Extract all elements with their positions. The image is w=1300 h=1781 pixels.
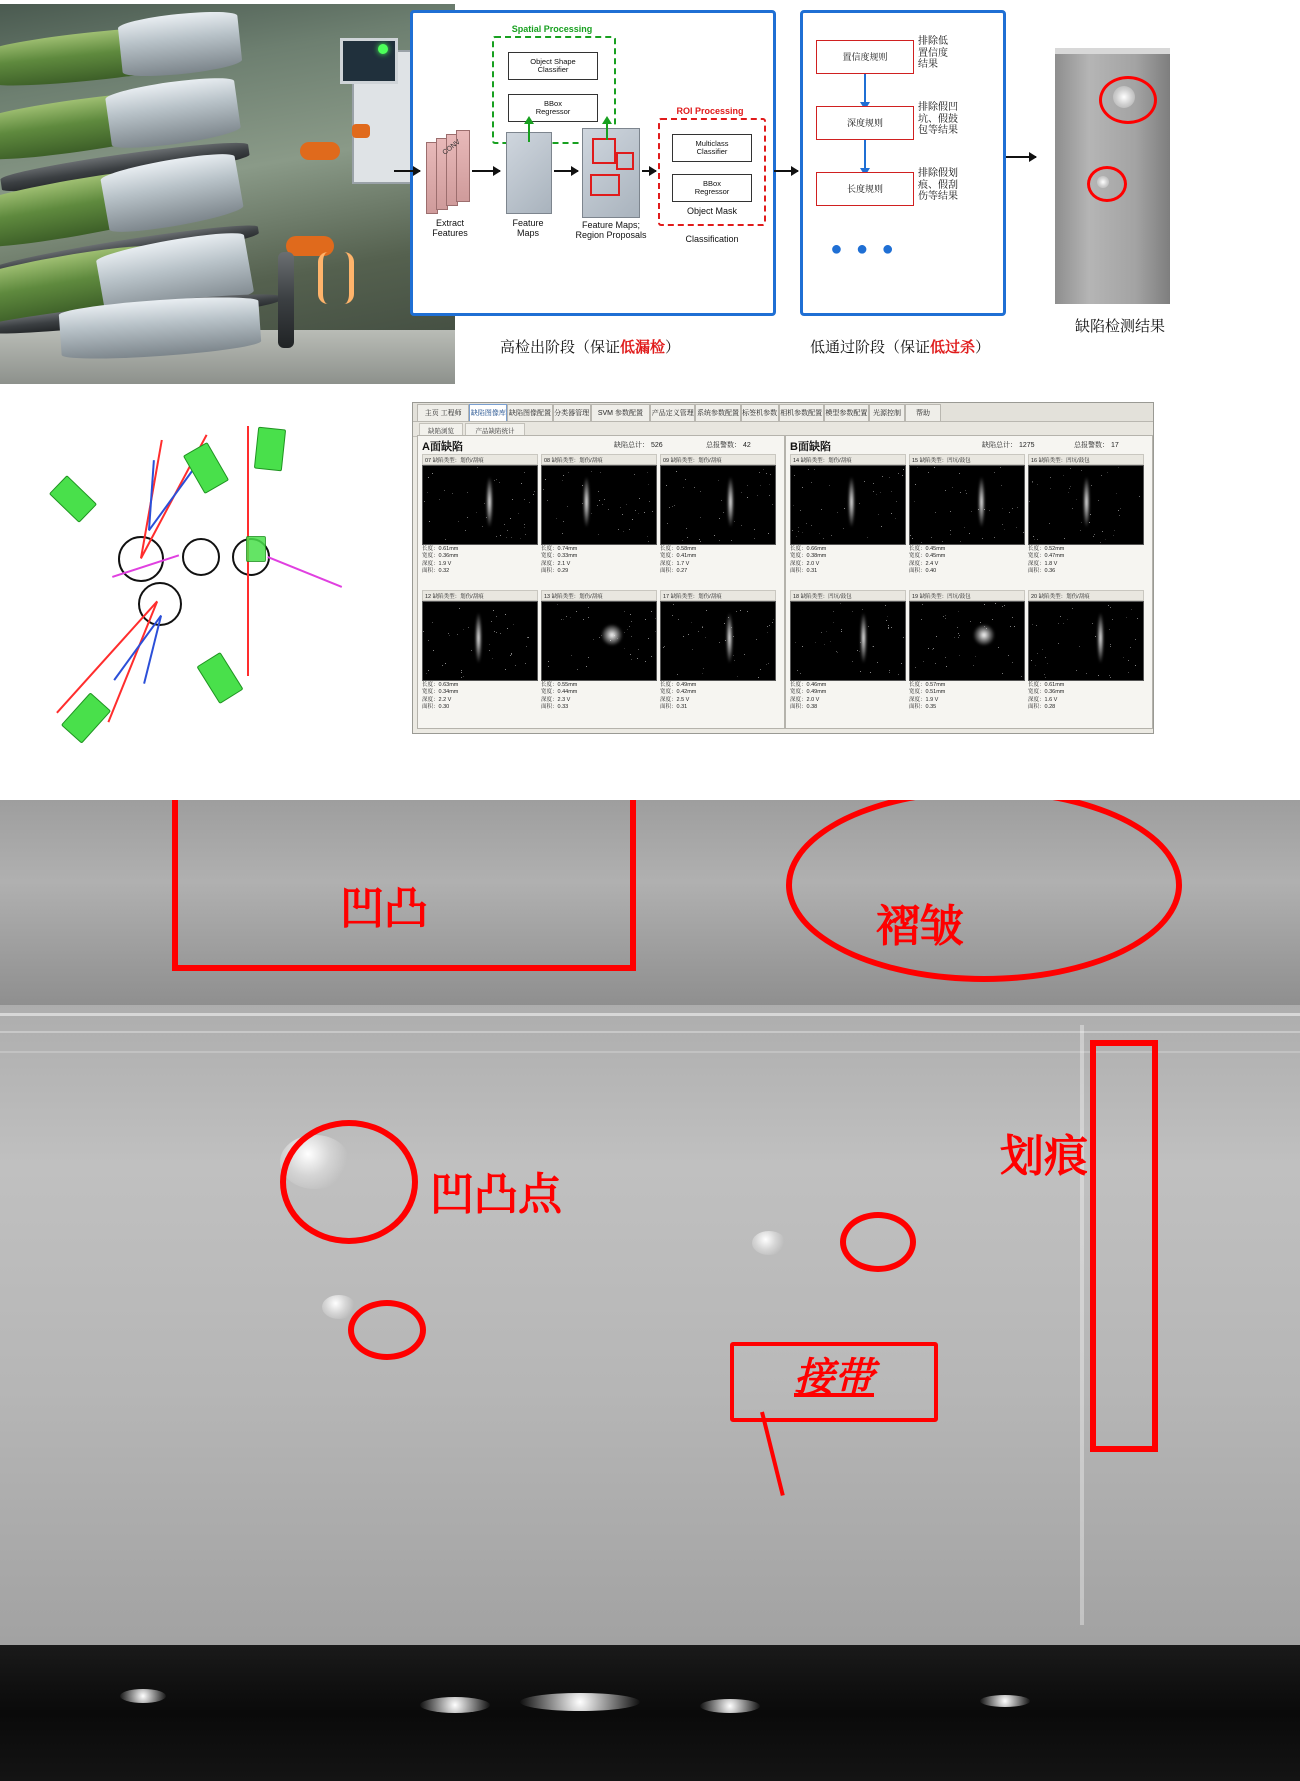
software-subtab-1[interactable]: 产品缺陷统计	[465, 423, 525, 437]
small-bump-marker-ellipse	[348, 1300, 426, 1360]
defect-thumbnail-image[interactable]	[1028, 465, 1144, 545]
defect-thumbnail-header: 17 缺陷类型：划伤/刮痕	[660, 590, 776, 601]
defect-marker-ellipse	[1087, 166, 1127, 202]
tape-highlight	[120, 1689, 166, 1703]
orange-handle	[300, 142, 340, 160]
flow-arrow	[642, 170, 656, 172]
slitting-machine-photo	[0, 4, 455, 384]
defect-thumbnail-image[interactable]	[422, 601, 538, 681]
splice-tape-strip	[0, 1645, 1300, 1781]
panel-side-b	[785, 435, 1153, 729]
stage-right-caption: 低通过阶段（保证低过杀）	[809, 339, 991, 356]
defect-thumbnail-info: 长度：0.61mm 宽度：0.36mm 深度：1.9 V 面积：0.32	[422, 546, 459, 575]
defect-thumbnail-image[interactable]	[660, 465, 776, 545]
tape-highlight	[420, 1697, 490, 1713]
software-tab-8[interactable]: 相机参数配置	[779, 404, 824, 421]
defect-thumbnail-header: 07 缺陷类型：划伤/刮痕	[422, 454, 538, 465]
software-tab-11[interactable]: 帮助	[905, 404, 941, 421]
defect-thumbnail-image[interactable]	[909, 601, 1025, 681]
defect-thumbnail-image[interactable]	[909, 465, 1025, 545]
stage-left-caption: 高检出阶段（保证低漏检）	[499, 339, 681, 356]
tape-highlight	[700, 1699, 760, 1713]
unevenness-label: 凹凸	[340, 884, 428, 933]
hmi-screen	[340, 38, 398, 84]
coiled-cable	[318, 252, 354, 304]
flow-arrow	[472, 170, 500, 172]
software-tab-9[interactable]: 模型参数配置	[824, 404, 869, 421]
metal-roll	[104, 73, 241, 152]
defect-thumbnail-cell[interactable]	[660, 454, 776, 586]
feature-map-block	[506, 132, 552, 214]
defect-thumbnail-info: 长度：0.63mm 宽度：0.34mm 深度：2.2 V 面积：0.30	[422, 682, 459, 711]
scratch-label: 划痕	[1000, 1132, 1088, 1181]
software-subtab-0[interactable]: 缺陷浏览	[419, 423, 463, 437]
camera-sensor	[246, 536, 266, 562]
defect-thumbnail-image[interactable]	[790, 601, 906, 681]
depth-rule-box: 深度规则	[816, 106, 914, 140]
stage-transition-arrow	[774, 170, 798, 172]
flow-arrow	[554, 170, 578, 172]
spatial-processing-label: Spatial Processing	[511, 24, 593, 34]
tape-highlight	[520, 1693, 640, 1711]
proposal-box	[590, 174, 620, 196]
result-arrow	[1006, 156, 1036, 158]
bump-defect	[752, 1231, 786, 1255]
defect-thumbnail-header: 14 缺陷类型：划伤/刮痕	[790, 454, 906, 465]
software-tab-2[interactable]: 缺陷图像配置	[507, 404, 552, 421]
orange-button	[352, 124, 370, 138]
direction-arrow-line	[267, 556, 342, 588]
second-row	[0, 400, 1300, 820]
defect-thumbnail-info: 长度：0.58mm 宽度：0.41mm 深度：1.7 V 面积：0.27	[660, 546, 697, 575]
panel-a-title: A面缺陷	[422, 441, 463, 453]
annotated-defect-photo	[0, 800, 1300, 1781]
panel-side-a	[417, 435, 785, 729]
conv-label: CONV	[441, 138, 462, 157]
defect-thumbnail-header: 12 缺陷类型：划伤/刮痕	[422, 590, 538, 601]
panel-b-title: B面缺陷	[790, 441, 831, 453]
defect-thumbnail-cell[interactable]	[660, 590, 776, 722]
camera-sensor	[196, 652, 243, 704]
splice-tape-callout	[730, 1342, 938, 1422]
roller-circle	[182, 538, 220, 576]
defect-thumbnail-header: 19 缺陷类型：凹坑/鼓包	[909, 590, 1025, 601]
software-tab-7[interactable]: 标签机参数	[741, 404, 779, 421]
defect-thumbnail-cell[interactable]	[790, 590, 906, 722]
splice-tape-label: 接带	[794, 1356, 874, 1400]
bump-point-marker-ellipse	[280, 1120, 418, 1244]
defect-thumbnail-image[interactable]	[790, 465, 906, 545]
defect-detection-result-image	[1055, 48, 1170, 304]
feature-maps-region-proposals-caption: Feature Maps; Region Proposals	[575, 220, 647, 241]
defect-thumbnail-image[interactable]	[660, 601, 776, 681]
proposal-box	[592, 138, 616, 164]
rule-arrow	[864, 74, 866, 102]
feature-maps-caption: Feature Maps	[512, 218, 544, 239]
proposal-box	[616, 152, 634, 170]
defect-library-software-window[interactable]	[412, 402, 1154, 734]
panel-b-alarms: 总报警数： 17	[1074, 442, 1119, 449]
object-mask-caption: Object Mask	[686, 206, 737, 216]
tape-highlight	[980, 1695, 1030, 1707]
bump-defect	[322, 1295, 356, 1319]
defect-thumbnail-cell[interactable]	[422, 590, 538, 722]
extract-features-caption: Extract Features	[432, 218, 468, 239]
scratch-line	[1080, 1025, 1084, 1625]
software-tab-10[interactable]: 光源控制	[869, 404, 905, 421]
software-tab-5[interactable]: 产品定义管理	[650, 404, 695, 421]
bbox-regressor-box: BBox Regressor	[508, 94, 598, 122]
wrinkle-label: 褶皱	[876, 902, 964, 951]
defect-thumbnail-cell[interactable]	[909, 454, 1025, 586]
defect-marker-ellipse	[1099, 76, 1157, 124]
bbox-regressor2-box: BBox Regressor	[672, 174, 752, 202]
defect-thumbnail-header: 18 缺陷类型：凹坑/鼓包	[790, 590, 906, 601]
software-tab-0[interactable]: 主页 工程师	[417, 404, 469, 421]
defect-thumbnail-header: 15 缺陷类型：凹坑/鼓包	[909, 454, 1025, 465]
small-bump-marker-ellipse	[840, 1212, 916, 1272]
defect-thumbnail-info: 长度：0.55mm 宽度：0.44mm 深度：2.3 V 面积：0.33	[541, 682, 578, 711]
camera-sensor	[49, 475, 97, 523]
multiclass-classifier-box: Multiclass Classifier	[672, 134, 752, 162]
defect-thumbnail-header: 08 缺陷类型：划伤/刮痕	[541, 454, 657, 465]
defect-result-caption: 缺陷检测结果	[1074, 318, 1165, 335]
confidence-rule-note: 排除低 置信度 结果	[918, 36, 948, 70]
software-tab-bar[interactable]	[413, 403, 1153, 422]
defect-thumbnail-info: 长度：0.46mm 宽度：0.49mm 深度：2.0 V 面积：0.38	[790, 682, 827, 711]
status-led	[378, 44, 388, 54]
software-tab-4[interactable]: SVM 参数配置	[591, 404, 651, 421]
panel-a-total: 缺陷总计： 526	[614, 442, 663, 449]
software-tab-1[interactable]: 缺陷图像库	[469, 404, 507, 421]
classification-caption: Classification	[685, 234, 739, 244]
defect-thumbnail-cell[interactable]	[541, 454, 657, 586]
length-rule-box: 长度规则	[816, 172, 914, 206]
metal-roll	[117, 8, 243, 80]
defect-thumbnail-cell[interactable]	[541, 590, 657, 722]
defect-thumbnail-header: 16 缺陷类型：凹坑/鼓包	[1028, 454, 1144, 465]
depth-rule-note: 排除假凹 坑、假鼓 包等结果	[918, 102, 958, 136]
roller-sensor-layout-schematic	[30, 410, 410, 790]
length-rule-note: 排除假划 痕、假刮 伤等结果	[918, 168, 958, 202]
detection-flow-diagram	[410, 6, 1050, 356]
bump-point-label: 凹凸点	[430, 1170, 562, 1219]
defect-thumbnail-header: 09 缺陷类型：划伤/刮痕	[660, 454, 776, 465]
beam-line	[56, 601, 158, 714]
defect-thumbnail-info: 长度：0.66mm 宽度：0.38mm 深度：2.0 V 面积：0.31	[790, 546, 827, 575]
defect-thumbnail-cell[interactable]	[790, 454, 906, 586]
angle-guide	[148, 460, 154, 530]
defect-thumbnail-cell[interactable]	[1028, 454, 1144, 586]
software-tab-3[interactable]: 分类器管理	[553, 404, 591, 421]
panel-b-thumbnail-grid[interactable]	[790, 454, 1146, 724]
defect-thumbnail-header: 13 缺陷类型：划伤/刮痕	[541, 590, 657, 601]
defect-thumbnail-info: 长度：0.52mm 宽度：0.47mm 深度：1.8 V 面积：0.36	[1028, 546, 1065, 575]
panel-b-total: 缺陷总计： 1275	[982, 442, 1035, 449]
defect-thumbnail-header: 20 缺陷类型：划伤/刮痕	[1028, 590, 1144, 601]
software-tab-6[interactable]: 系统参数配置	[695, 404, 740, 421]
spatial-up-arrow	[606, 124, 608, 140]
angle-guide	[114, 615, 162, 681]
defect-thumbnail-info: 长度：0.74mm 宽度：0.33mm 深度：2.1 V 面积：0.29	[541, 546, 578, 575]
top-row	[0, 0, 1300, 400]
post	[278, 252, 294, 348]
defect-thumbnail-info: 长度：0.61mm 宽度：0.36mm 深度：1.6 V 面积：0.28	[1028, 682, 1065, 711]
defect-thumbnail-info: 长度：0.57mm 宽度：0.51mm 深度：1.9 V 面积：0.35	[909, 682, 946, 711]
panel-a-alarms: 总报警数： 42	[706, 442, 751, 449]
object-shape-classifier-box: Object Shape Classifier	[508, 52, 598, 80]
defect-thumbnail-cell[interactable]	[1028, 590, 1144, 722]
defect-thumbnail-image[interactable]	[541, 601, 657, 681]
defect-thumbnail-image[interactable]	[422, 465, 538, 545]
defect-thumbnail-image[interactable]	[541, 465, 657, 545]
roi-processing-label: ROI Processing	[676, 106, 744, 116]
rules-ellipsis: ● ● ●	[830, 238, 898, 260]
defect-thumbnail-image[interactable]	[1028, 601, 1144, 681]
rule-arrow	[864, 140, 866, 168]
confidence-rule-box: 置信度规则	[816, 40, 914, 74]
flow-arrow	[394, 170, 420, 172]
camera-sensor	[183, 442, 229, 494]
film-edge-line	[0, 1013, 1300, 1016]
defect-thumbnail-info: 长度：0.49mm 宽度：0.42mm 深度：2.5 V 面积：0.31	[660, 682, 697, 711]
defect-thumbnail-cell[interactable]	[422, 454, 538, 586]
film-edge-line	[0, 1031, 1300, 1033]
spatial-up-arrow	[528, 124, 530, 142]
defect-thumbnail-cell[interactable]	[909, 590, 1025, 722]
camera-sensor	[254, 427, 286, 472]
defect-thumbnail-info: 长度：0.45mm 宽度：0.45mm 深度：2.4 V 面积：0.40	[909, 546, 946, 575]
scratch-marker-rect	[1090, 1040, 1158, 1452]
panel-a-thumbnail-grid[interactable]	[422, 454, 778, 724]
